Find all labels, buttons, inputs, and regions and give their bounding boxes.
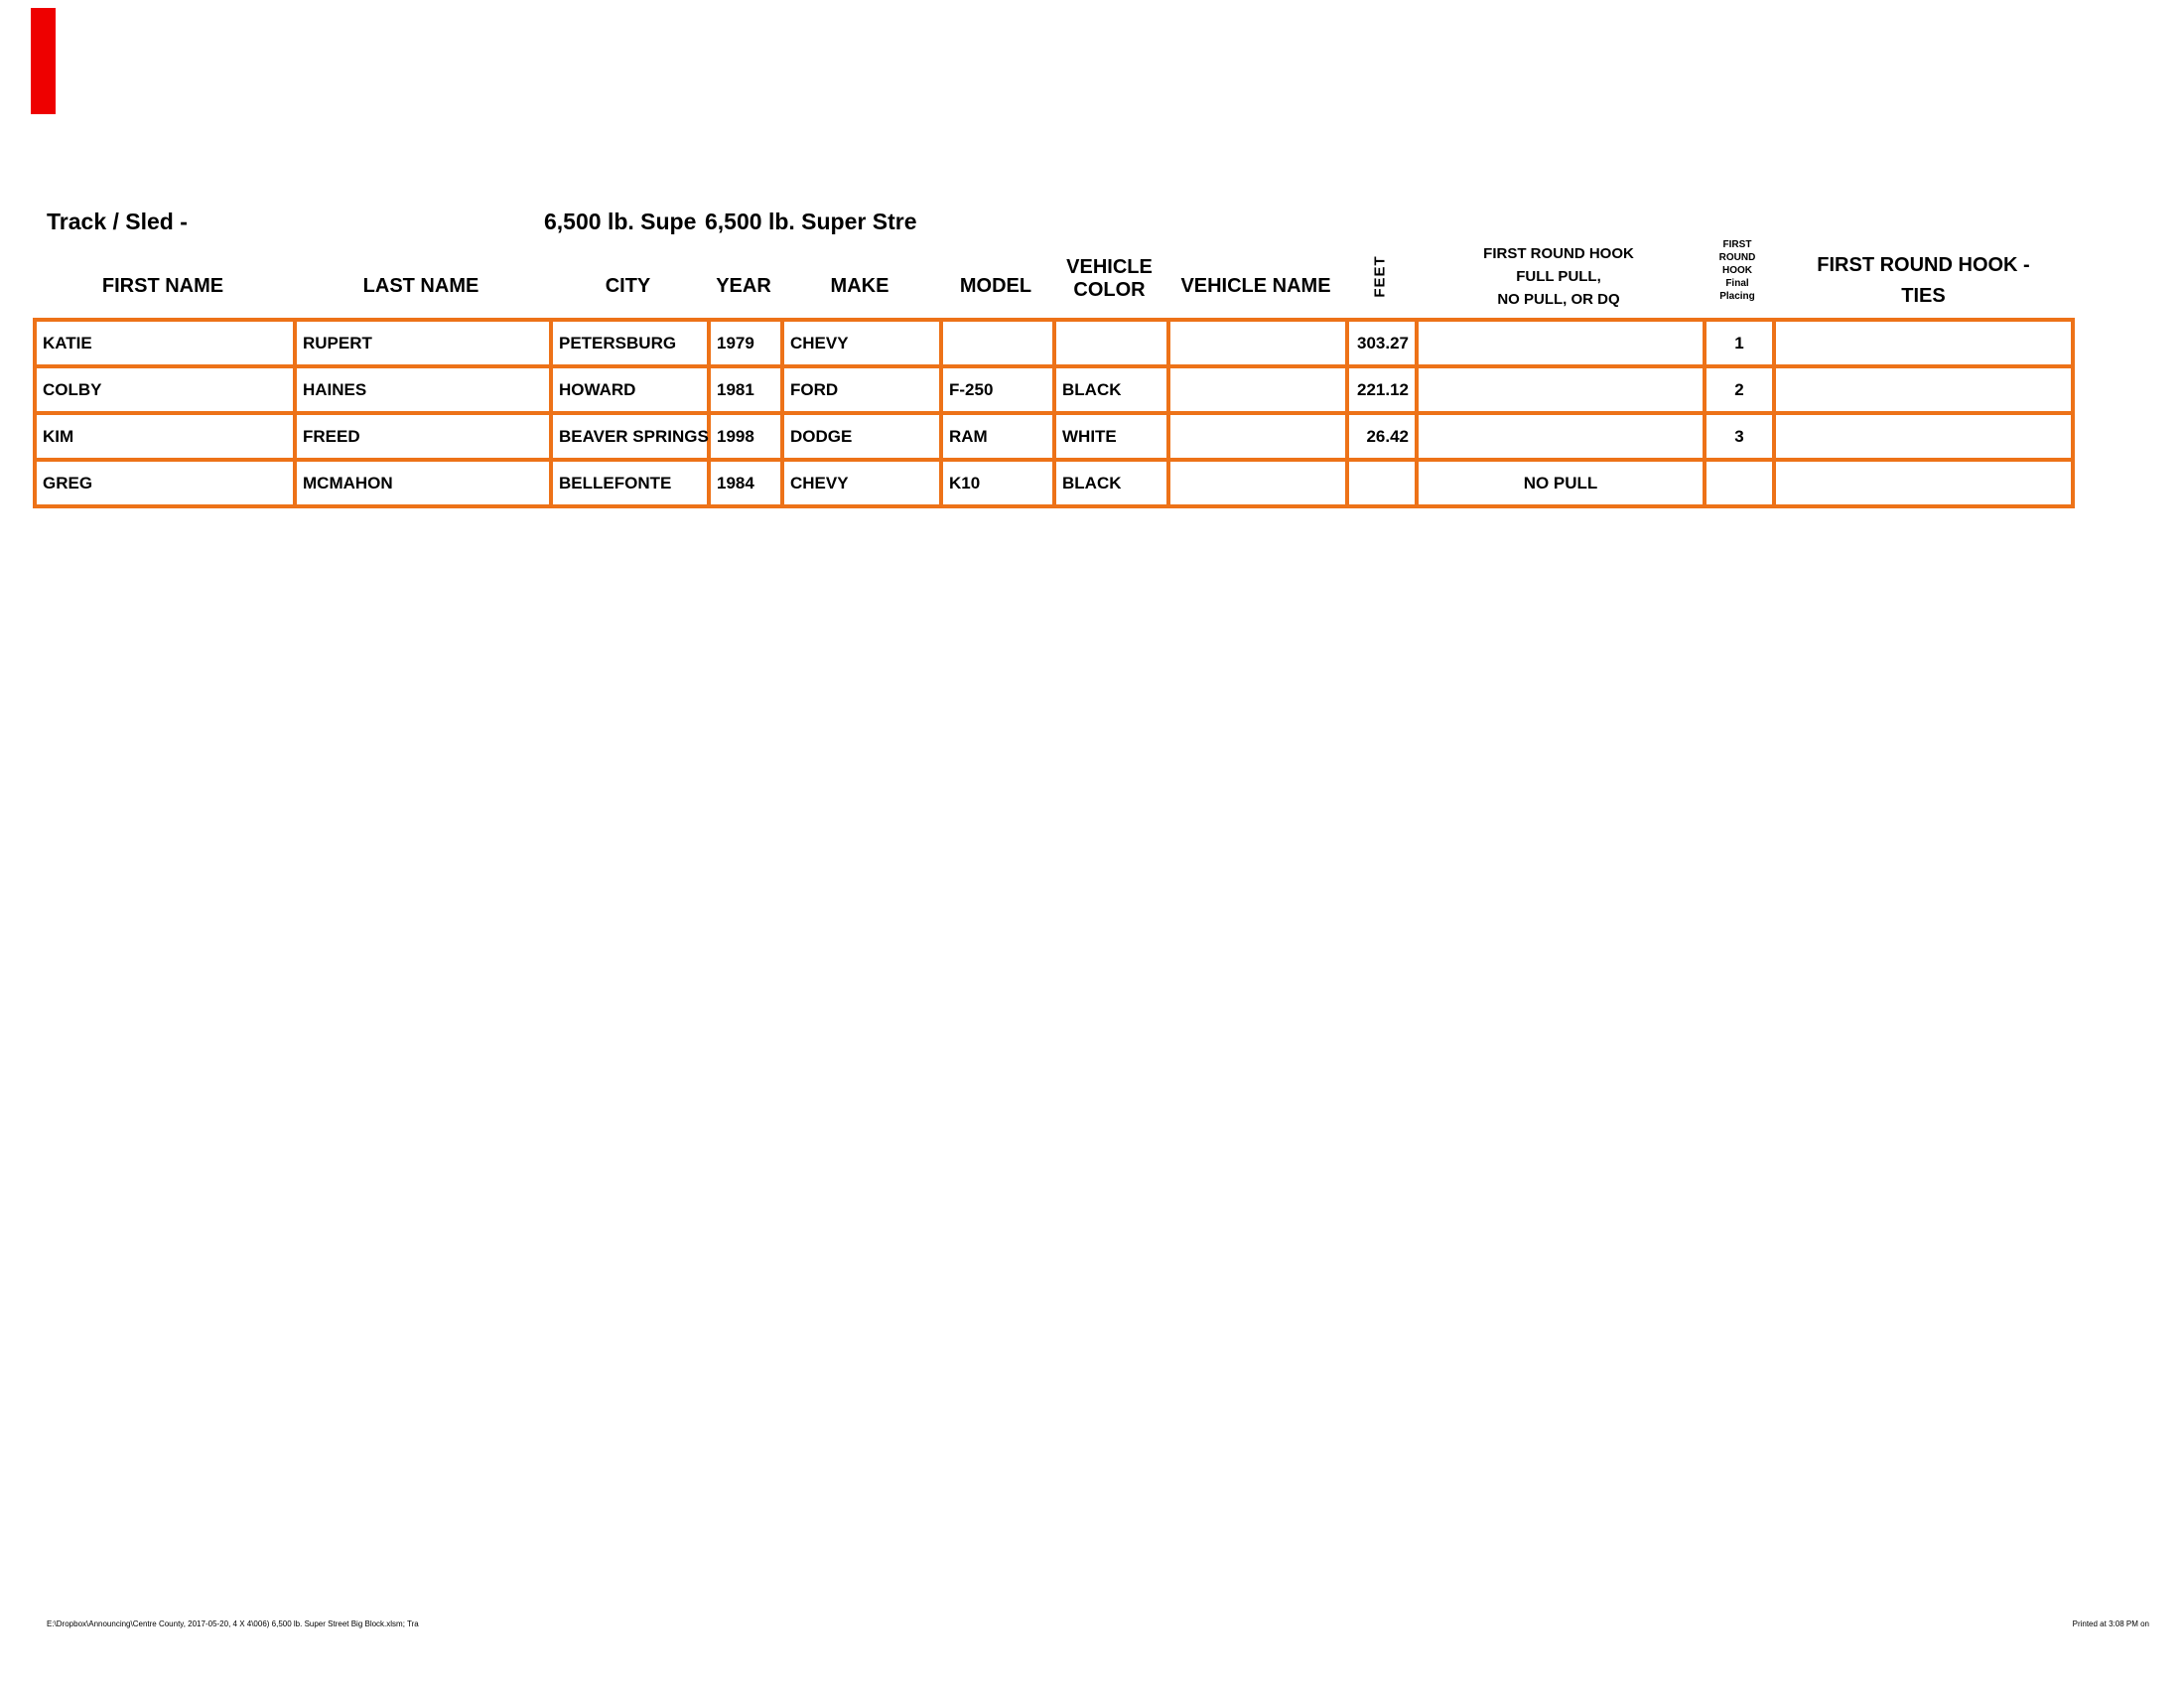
cell-make-row4: CHEVY (784, 462, 939, 504)
cell-placing-row2: 2 (1706, 368, 1772, 411)
cell-model-row3: RAM (943, 415, 1052, 458)
footer-printed-at: Printed at 3:08 PM on (2072, 1619, 2149, 1628)
cell-ties-row2 (1776, 368, 2071, 411)
cell-vehicle_color-row2: BLACK (1056, 368, 1166, 411)
col-header-ties-line1: FIRST ROUND HOOK - (1817, 254, 2030, 276)
col-header-first-name: FIRST NAME (101, 275, 224, 297)
col-header-full-pull (1415, 242, 1703, 311)
cell-placing-row3: 3 (1706, 415, 1772, 458)
cell-make-row1: CHEVY (784, 322, 939, 364)
col-header-model: MODEL (959, 275, 1032, 297)
col-header-placing (1703, 238, 1772, 303)
col-header-feet (1345, 236, 1415, 316)
cell-year-row3: 1998 (711, 415, 780, 458)
footer-file-path: E:\Dropbox\Announcing\Centre County, 2017-05-20, 4 X 4\006) 6,500 lb. Super Street Big Block.xlsm; Tra (47, 1619, 419, 1628)
cell-feet-row1: 303.27 (1349, 322, 1415, 364)
cell-ties-row3 (1776, 415, 2071, 458)
cell-full_pull-row4: NO PULL (1419, 462, 1703, 504)
cell-year-row1: 1979 (711, 322, 780, 364)
cell-vehicle_name-row3 (1170, 415, 1345, 458)
class-title-left: 6,500 lb. Supe (544, 209, 697, 234)
cell-first_name-row1: KATIE (37, 322, 293, 364)
cell-vehicle_color-row4: BLACK (1056, 462, 1166, 504)
cell-last_name-row4: MCMAHON (297, 462, 549, 504)
col-header-placing-line4: Final (1725, 278, 1749, 289)
cell-last_name-row2: HAINES (297, 368, 549, 411)
col-header-full-pull-line3: NO PULL, OR DQ (1497, 291, 1620, 308)
col-header-last-name: LAST NAME (362, 275, 479, 297)
cell-last_name-row1: RUPERT (297, 322, 549, 364)
cell-placing-row1: 1 (1706, 322, 1772, 364)
cell-city-row2: HOWARD (553, 368, 707, 411)
cell-vehicle_name-row2 (1170, 368, 1345, 411)
cell-full_pull-row2 (1419, 368, 1703, 411)
results-table (33, 318, 2075, 508)
col-header-placing-line5: Placing (1719, 291, 1755, 302)
col-header-ties-line2: TIES (1901, 285, 1946, 307)
col-header-placing-line1: FIRST (1722, 239, 1752, 250)
cell-model-row4: K10 (943, 462, 1052, 504)
cell-last_name-row3: FREED (297, 415, 549, 458)
red-marker-bar (31, 8, 56, 114)
cell-placing-row4 (1706, 462, 1772, 504)
cell-feet-row3: 26.42 (1349, 415, 1415, 458)
cell-first_name-row2: COLBY (37, 368, 293, 411)
cell-full_pull-row1 (1419, 322, 1703, 364)
cell-vehicle_name-row1 (1170, 322, 1345, 364)
col-header-vehicle-color-line2: COLOR (1073, 279, 1146, 301)
cell-first_name-row4: GREG (37, 462, 293, 504)
cell-feet-row4 (1349, 462, 1415, 504)
cell-vehicle_color-row3: WHITE (1056, 415, 1166, 458)
col-header-feet-text: FEET (1371, 254, 1389, 298)
col-header-vehicle-color (1052, 256, 1166, 302)
cell-city-row3: BEAVER SPRINGS (553, 415, 707, 458)
cell-ties-row4 (1776, 462, 2071, 504)
cell-vehicle_name-row4 (1170, 462, 1345, 504)
col-header-full-pull-line1: FIRST ROUND HOOK (1483, 245, 1634, 262)
cell-first_name-row3: KIM (37, 415, 293, 458)
class-title-right: 6,500 lb. Super Stre (705, 209, 917, 234)
cell-model-row2: F-250 (943, 368, 1052, 411)
col-header-ties (1772, 250, 2075, 312)
cell-ties-row1 (1776, 322, 2071, 364)
col-header-make: MAKE (830, 275, 889, 297)
cell-year-row4: 1984 (711, 462, 780, 504)
cell-model-row1 (943, 322, 1052, 364)
cell-vehicle_color-row1 (1056, 322, 1166, 364)
col-header-vehicle-color-line1: VEHICLE (1066, 256, 1153, 278)
cell-full_pull-row3 (1419, 415, 1703, 458)
col-header-city: CITY (605, 275, 651, 297)
track-sled-label: Track / Sled - (47, 209, 188, 234)
cell-make-row3: DODGE (784, 415, 939, 458)
col-header-full-pull-line2: FULL PULL, (1516, 268, 1601, 285)
cell-city-row1: PETERSBURG (553, 322, 707, 364)
col-header-year: YEAR (716, 275, 771, 297)
cell-year-row2: 1981 (711, 368, 780, 411)
cell-city-row4: BELLEFONTE (553, 462, 707, 504)
col-header-placing-line3: HOOK (1722, 265, 1752, 276)
cell-feet-row2: 221.12 (1349, 368, 1415, 411)
cell-make-row2: FORD (784, 368, 939, 411)
col-header-placing-line2: ROUND (1718, 252, 1756, 263)
col-header-vehicle-name: VEHICLE NAME (1180, 275, 1331, 297)
